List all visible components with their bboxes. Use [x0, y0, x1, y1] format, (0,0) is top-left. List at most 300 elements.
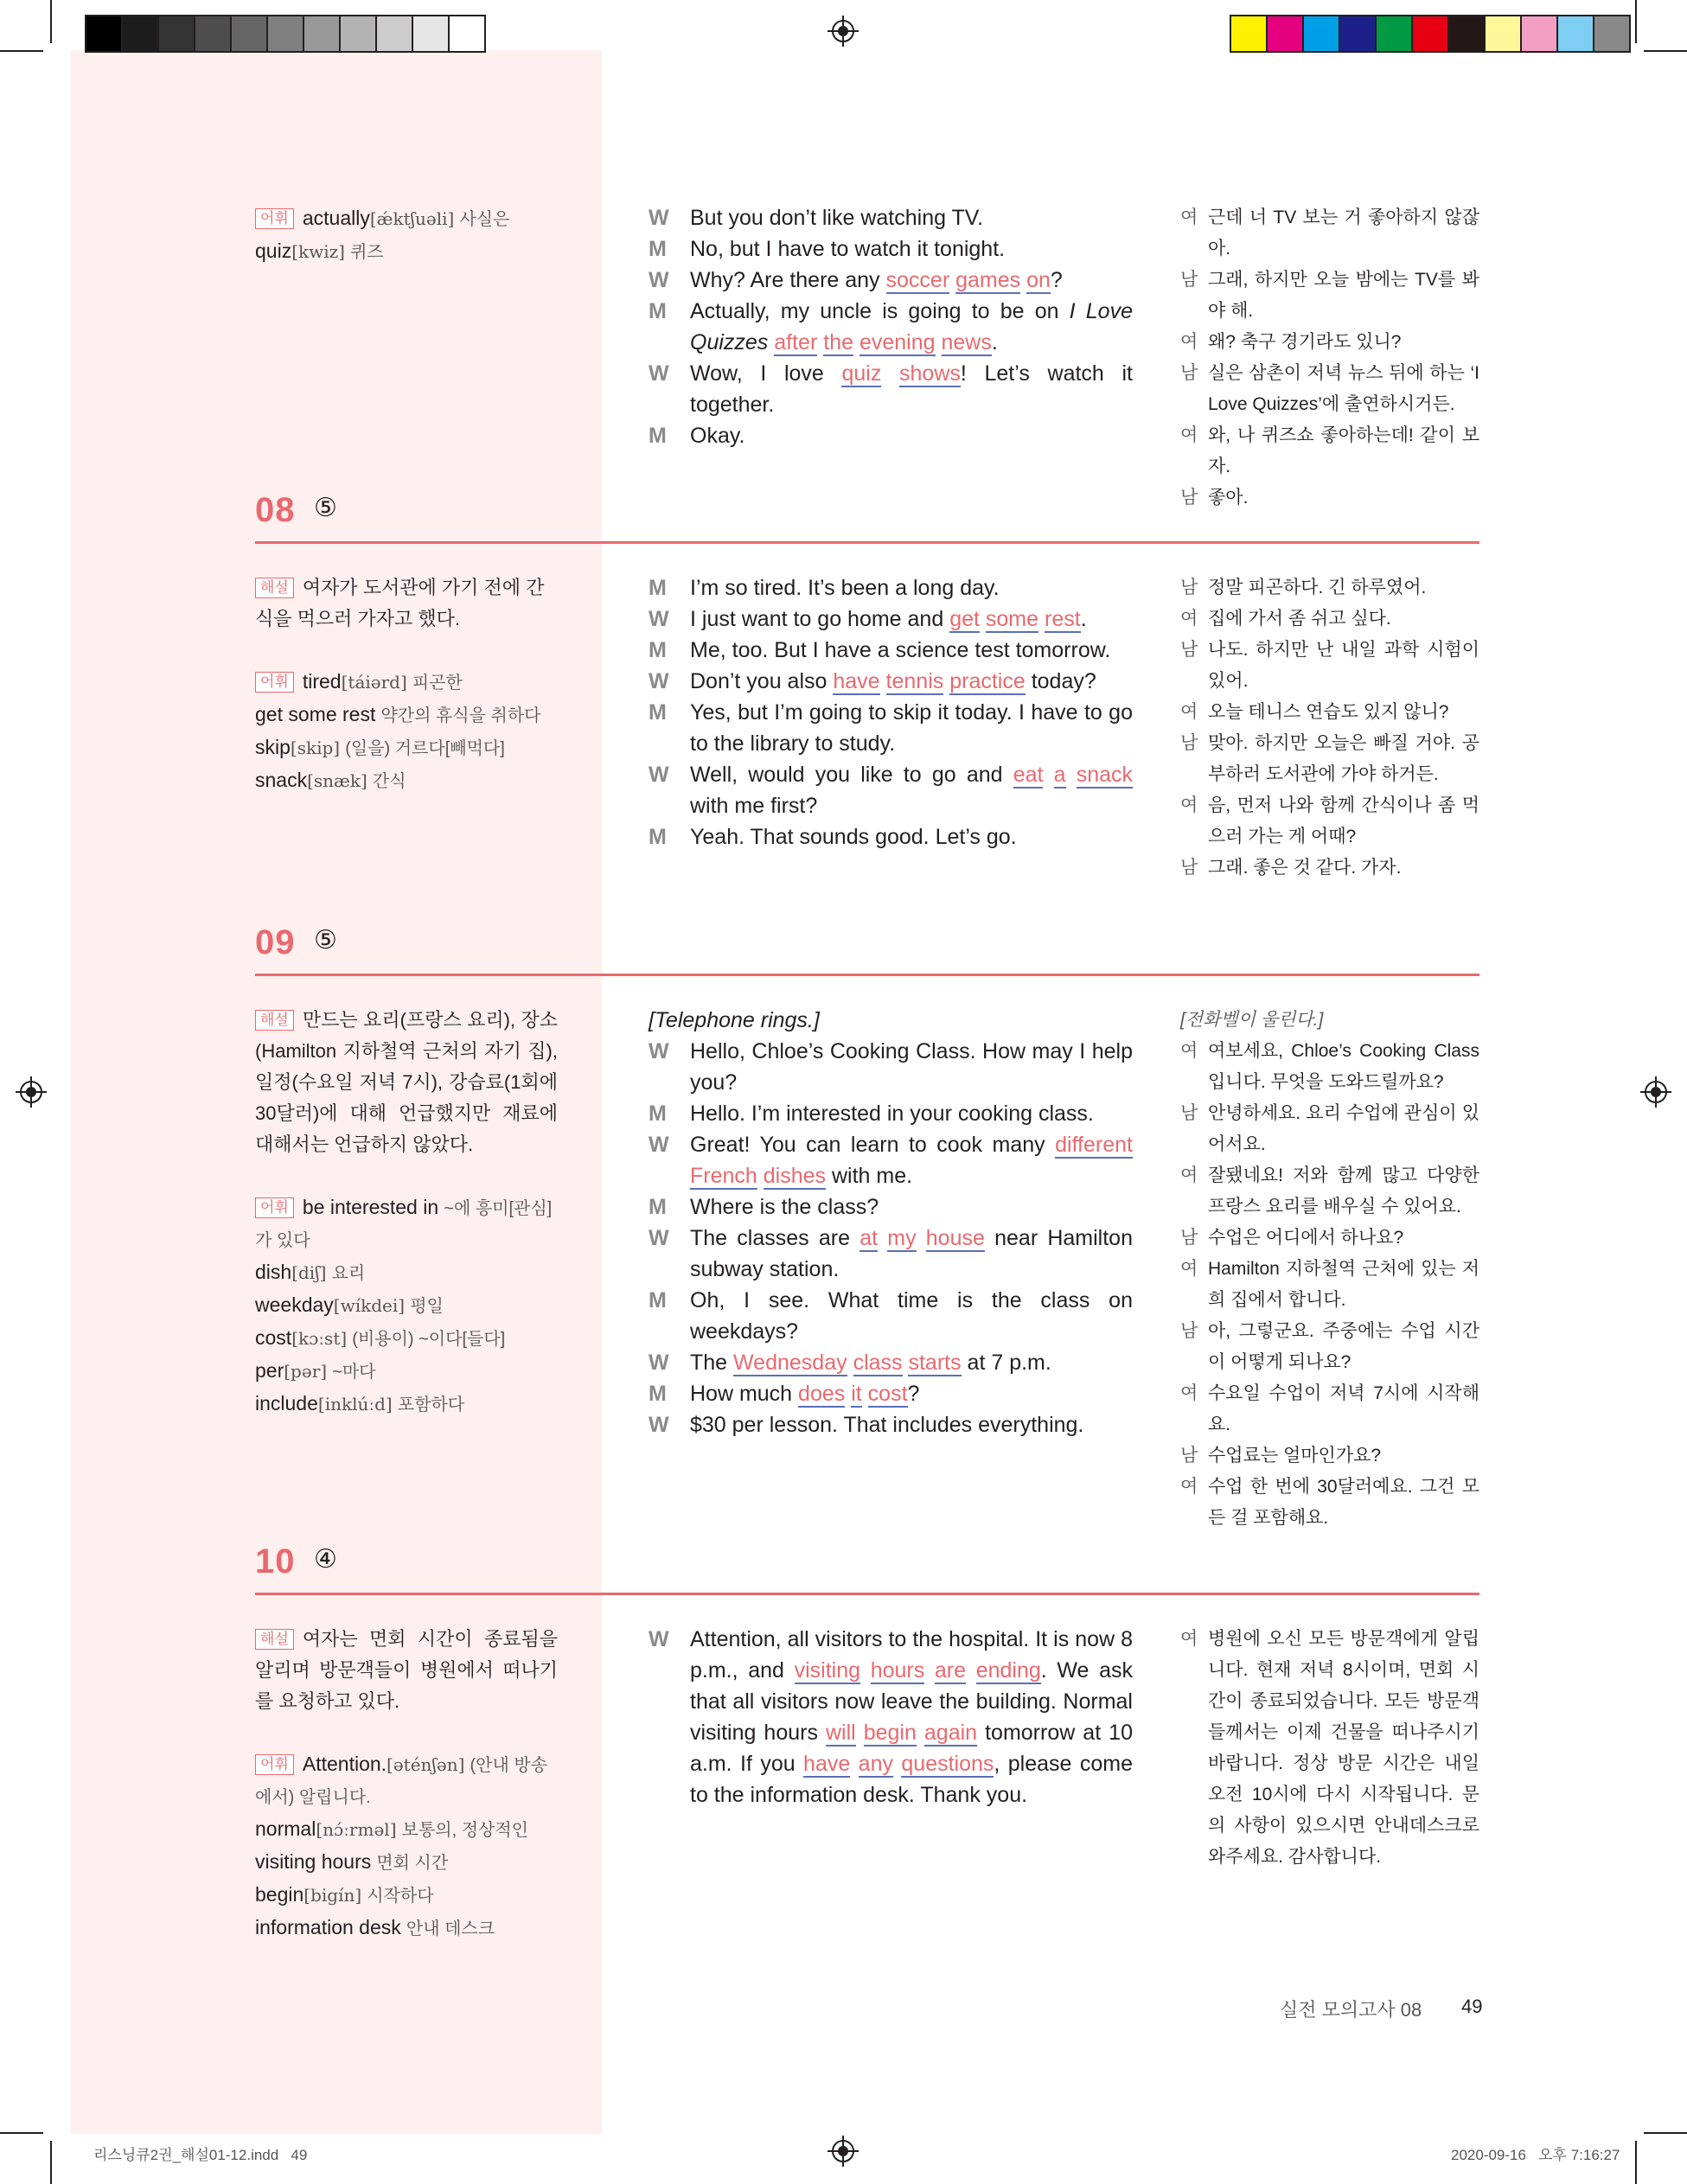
dialogue-text: Why? Are there any soccer games on?: [690, 268, 1063, 292]
dictation-blank: shows: [899, 361, 961, 386]
stage-direction: [전화벨이 울린다.]: [1180, 1010, 1324, 1030]
vocab-word: visiting hours: [255, 1850, 372, 1873]
translation-line: [1180, 1624, 1479, 1873]
dialogue-block: [649, 202, 1133, 451]
vocab-meaning: 면회 시간: [376, 1854, 449, 1873]
dialogue-text: Hello, Chloe’s Cooking Class. How may I help you?: [690, 1039, 1133, 1095]
dialogue-line: [649, 603, 1133, 635]
stage-direction: [Telephone rings.]: [649, 1008, 820, 1032]
vocab-word: actually: [302, 207, 370, 229]
dialogue-line: [649, 759, 1133, 821]
dictation-blank: at: [859, 1226, 879, 1250]
dictation-blank: soccer: [885, 268, 950, 292]
dialogue-line: [649, 635, 1133, 666]
crop-mark: [0, 50, 43, 52]
color-swatch: [1268, 16, 1304, 51]
vocab-word: information desk: [255, 1916, 401, 1938]
dialogue-text: Attention, all visitors to the hospital. It is now 8 p.m., and visiting hours are ending. We ask that all visitors now leave the building. Normal visiting hours will begin again tomorrow at 10 a.m. If you have any questions, please come to the information desk. Thank you.: [690, 1627, 1134, 1807]
vocab-item: [255, 1748, 558, 1813]
dictation-blank: class: [853, 1351, 903, 1375]
vocab-pronunciation: [nɔ́ːrməl]: [316, 1819, 397, 1840]
dictation-blank: games: [955, 268, 1021, 292]
dictation-blank: it: [851, 1382, 862, 1406]
dialogue-line: [649, 1285, 1133, 1347]
speaker-label: W: [649, 1351, 669, 1375]
dialogue-line: [649, 1223, 1133, 1285]
speaker-label: M: [649, 299, 667, 323]
dictation-blank: news: [941, 330, 992, 354]
speaker-label: M: [649, 1102, 667, 1126]
speaker-label: 남: [1180, 1446, 1198, 1466]
dialogue-line: [649, 572, 1133, 603]
vocab-meaning: 포함하다: [397, 1395, 465, 1414]
dialogue-line: [649, 233, 1133, 265]
vocab-meaning: 요리: [331, 1264, 366, 1283]
translation-line: [1180, 1036, 1479, 1098]
process-color-bar: [1230, 15, 1631, 53]
program-title: I Love Quizzes: [690, 299, 1133, 354]
section-title: 실전 모의고사 08: [1280, 1999, 1422, 2021]
dialogue-text: Actually, my uncle is going to be on I Love Quizzes after the evening news.: [690, 299, 1133, 354]
vocab-meaning: 안내 데스크: [406, 1919, 495, 1938]
dictation-blank: after: [774, 330, 818, 354]
speaker-label: W: [649, 1413, 669, 1437]
translation-text: 와, 나 퀴즈쇼 좋아하는데! 같이 보자.: [1208, 425, 1479, 476]
dictation-blank: are: [934, 1658, 967, 1683]
speaker-label: 여: [1180, 1259, 1198, 1279]
vocab-tag: 어휘: [255, 1754, 294, 1775]
slug-filename: 리스닝큐2권_해설01-12.indd 49: [93, 2147, 308, 2163]
vocab-item: [255, 235, 558, 268]
speaker-label: W: [649, 763, 669, 787]
speaker-label: W: [649, 1039, 669, 1063]
dialogue-text: Me, too. But I have a science test tomorrow.: [690, 638, 1111, 662]
dictation-blank: does: [798, 1382, 846, 1406]
explanation-text: 여자가 도서관에 가기 전에 간식을 먹으러 가자고 했다.: [255, 577, 545, 629]
vocab-item: [255, 202, 558, 235]
vocab-word: snack: [255, 769, 308, 791]
speaker-label: W: [649, 206, 669, 230]
explanation-text: 여자는 면회 시간이 종료됨을 알리며 방문객들이 병원에서 떠나기를 요청하고 있다.: [255, 1628, 558, 1712]
explanation-block: [255, 1005, 558, 1421]
dictation-blank: questions: [901, 1752, 994, 1776]
speaker-label: 여: [1180, 702, 1198, 722]
crop-mark: [0, 2132, 43, 2134]
vocab-meaning: 약간의 휴식을 취하다: [380, 706, 541, 725]
dictation-blank: have: [833, 669, 880, 693]
vocab-tag: 어휘: [255, 1197, 294, 1218]
dictation-blank: cost: [867, 1382, 908, 1406]
vocab-item: [255, 1912, 558, 1945]
speaker-label: W: [649, 669, 669, 693]
color-swatch: [1594, 16, 1629, 51]
vocab-meaning: (비용이) ~이다[들다]: [352, 1330, 506, 1349]
vocab-word: skip: [255, 736, 291, 758]
translation-line: [1180, 1160, 1479, 1223]
vocab-word: cost: [255, 1326, 292, 1349]
vocab-meaning: (일을) 거르다[빼먹다]: [345, 739, 505, 758]
translation-text: 잘됐네요! 저와 함께 많고 다양한 프랑스 요리를 배우실 수 있어요.: [1208, 1165, 1479, 1217]
dictation-blank: ending: [975, 1658, 1041, 1683]
speaker-label: 남: [1180, 1228, 1198, 1248]
speaker-label: M: [649, 700, 667, 725]
question-number: 09: [255, 923, 296, 961]
vocab-pronunciation: [bigín]: [304, 1885, 362, 1906]
vocab-meaning: 평일: [410, 1297, 444, 1316]
registration-mark-icon: [828, 2136, 859, 2167]
dictation-blank: some: [985, 607, 1039, 631]
translation-line: [1180, 697, 1479, 728]
vocab-tag: 어휘: [255, 208, 294, 229]
speaker-label: 여: [1180, 1041, 1198, 1061]
speaker-label: M: [649, 1288, 667, 1312]
crop-mark: [1635, 2141, 1637, 2184]
dialogue-block: [649, 1624, 1133, 1810]
slug-date: 2020-09-16 오후 7:16:27: [1451, 2147, 1620, 2163]
dictation-blank: hours: [870, 1658, 925, 1683]
vocab-meaning: 사실은: [459, 210, 510, 229]
vocab-word: per: [255, 1359, 284, 1382]
dictation-blank: on: [1026, 268, 1051, 292]
translation-text: 병원에 오신 모든 방문객에게 알립니다. 현재 저녁 8시이며, 면회 시간이 종료되었습니다. 모든 방문객들께서는 이제 건물을 떠나주시기 바랍니다. 정상 방문 시간은 내일 오전 10시에 다시 시작됩니다. 문의 사항이 있으시면 안내데스크로 와주세요. 감사합니다.: [1208, 1629, 1479, 1867]
color-swatch: [1558, 16, 1594, 51]
vocab-item: [255, 1322, 558, 1355]
translation-text: 음, 먼저 나와 함께 간식이나 좀 먹으러 가는 게 어때?: [1208, 795, 1479, 846]
question-number: 08: [255, 491, 296, 529]
answer-choice: ⑤: [314, 926, 337, 955]
translation-line: [1180, 853, 1479, 884]
color-swatch: [377, 16, 413, 51]
speaker-label: 남: [1180, 578, 1198, 597]
dictation-blank: starts: [908, 1351, 962, 1375]
dialogue-line: [649, 358, 1133, 420]
dialogue-text: Where is the class?: [690, 1195, 879, 1219]
translation-text: 수업 한 번에 30달러예요. 그건 모든 걸 포함해요.: [1208, 1477, 1479, 1528]
speaker-label: M: [649, 424, 667, 448]
speaker-label: M: [649, 237, 667, 261]
explain-tag: 해설: [255, 1010, 294, 1031]
dialogue-line: [649, 202, 1133, 233]
vocab-pronunciation: [diʃ]: [291, 1262, 327, 1283]
vocab-meaning: 시작하다: [367, 1887, 434, 1906]
dictation-blank: practice: [949, 669, 1026, 693]
color-swatch: [1413, 16, 1449, 51]
speaker-label: 여: [1180, 1477, 1198, 1497]
dialogue-text: Oh, I see. What time is the class on weekdays?: [690, 1288, 1133, 1344]
translation-block: [1180, 202, 1479, 514]
color-swatch: [413, 16, 450, 51]
translation-block: [1180, 1005, 1479, 1534]
dialogue-line: [649, 1347, 1133, 1378]
dictation-blank: again: [923, 1721, 978, 1745]
dialogue-text: But you don’t like watching TV.: [690, 206, 984, 230]
vocab-pronunciation: [táiərd]: [341, 672, 407, 693]
color-swatch: [159, 16, 195, 51]
explanation: [255, 572, 558, 635]
speaker-label: 여: [1180, 1383, 1198, 1403]
translation-line: [1180, 1223, 1479, 1254]
vocab-word: normal: [255, 1817, 316, 1840]
speaker-label: 남: [1180, 640, 1198, 660]
explain-tag: 해설: [255, 1629, 294, 1650]
speaker-label: W: [649, 361, 669, 386]
vocab-pronunciation: [inklúːd]: [317, 1394, 393, 1414]
dialogue-block: [649, 572, 1133, 853]
speaker-label: 여: [1180, 1629, 1198, 1649]
dictation-blank: begin: [863, 1721, 917, 1745]
translation-text: 여보세요, Chloe’s Cooking Class입니다. 무엇을 도와드릴까요?: [1208, 1041, 1479, 1092]
translation-text: Hamilton 지하철역 근처에 있는 저희 집에서 합니다.: [1208, 1259, 1479, 1310]
dialogue-line: [649, 296, 1133, 358]
vocab-item: [255, 1355, 558, 1388]
speaker-label: 남: [1180, 1103, 1198, 1123]
dictation-blank: will: [825, 1721, 856, 1745]
translation-text: 수요일 수업이 저녁 7시에 시작해요.: [1208, 1383, 1479, 1434]
vocab-pronunciation: [wíkdei]: [333, 1295, 406, 1316]
dictation-blank: visiting: [794, 1658, 861, 1683]
color-swatch: [1304, 16, 1340, 51]
dialogue-line: [649, 1191, 1133, 1223]
translation-text: 실은 삼촌이 저녁 뉴스 뒤에 하는 ‘I Love Quizzes’에 출연하시거든.: [1208, 363, 1479, 414]
speaker-label: 여: [1180, 425, 1198, 445]
color-swatch: [86, 16, 123, 51]
vocab-meaning: ~에 흥미[관심]가 있다: [255, 1199, 553, 1250]
translation-line: [1180, 635, 1479, 697]
color-swatch: [268, 16, 304, 51]
translation-text: 안녕하세요. 요리 수업에 관심이 있어서요.: [1208, 1103, 1479, 1154]
speaker-label: 남: [1180, 363, 1198, 383]
speaker-label: W: [649, 1133, 669, 1157]
page-number: 49: [1461, 1996, 1483, 2017]
vocab-pronunciation: [ǽktʃuəli]: [369, 208, 455, 229]
speaker-label: 여: [1180, 795, 1198, 815]
vocab-item: [255, 699, 558, 731]
vocab-item: [255, 764, 558, 797]
explanation: [255, 1005, 558, 1160]
vocab-item: [255, 731, 558, 764]
translation-text: 집에 가서 좀 쉬고 싶다.: [1208, 609, 1391, 629]
speaker-label: W: [649, 1627, 669, 1651]
vocab-pronunciation: [pər]: [284, 1361, 328, 1382]
crop-mark: [50, 0, 52, 43]
vocab-word: include: [255, 1392, 318, 1414]
dialogue-line: [649, 1378, 1133, 1409]
dictation-blank: quiz: [841, 361, 882, 386]
color-swatch: [1486, 16, 1522, 51]
translation-text: 오늘 테니스 연습도 있지 않니?: [1208, 702, 1449, 722]
vocab-word: be interested in: [302, 1196, 439, 1218]
crop-mark: [1635, 0, 1637, 43]
dialogue-text: $30 per lesson. That includes everything.: [690, 1413, 1084, 1437]
explanation: [255, 1624, 558, 1717]
dictation-blank: my: [887, 1226, 917, 1250]
dictation-blank: tennis: [885, 669, 944, 693]
speaker-label: M: [649, 1382, 667, 1406]
dialogue-line: [649, 1624, 1133, 1810]
dictation-blank: snack: [1076, 763, 1133, 787]
translation-line: [1180, 572, 1479, 603]
section-divider: [255, 541, 1479, 544]
speaker-label: W: [649, 268, 669, 292]
speaker-label: W: [649, 607, 669, 631]
dictation-blank: house: [925, 1226, 985, 1250]
translation-text: 근데 너 TV 보는 거 좋아하지 않잖아.: [1208, 208, 1479, 259]
explanation-block: [255, 572, 558, 797]
dialogue-text: Yes, but I’m going to skip it today. I have to go to the library to study.: [690, 700, 1133, 756]
vocab-word: begin: [255, 1883, 304, 1906]
explain-tag: 해설: [255, 578, 294, 598]
dialogue-text: How much does it cost?: [690, 1382, 920, 1406]
dictation-blank: rest: [1045, 607, 1081, 631]
color-swatch: [1522, 16, 1558, 51]
translation-line: [1180, 1098, 1479, 1160]
dialogue-text: Yeah. That sounds good. Let’s go.: [690, 825, 1017, 849]
dialogue-block: [649, 1005, 1133, 1440]
translation-line: [1180, 482, 1479, 514]
vocab-pronunciation: [kɔːst]: [291, 1328, 348, 1349]
dictation-blank: dishes: [763, 1164, 827, 1188]
speaker-label: 남: [1180, 733, 1198, 753]
dialogue-line: [649, 1036, 1133, 1098]
color-swatch: [1231, 16, 1268, 51]
dictation-blank: the: [823, 330, 854, 354]
dictation-blank: different: [1055, 1133, 1133, 1157]
answer-choice: ④: [314, 1545, 337, 1574]
translation-text: 수업은 어디에서 하나요?: [1208, 1228, 1404, 1248]
dialogue-text: The classes are at my house near Hamilton subway station.: [690, 1226, 1133, 1281]
translation-text: 그래, 하지만 오늘 밤에는 TV를 봐야 해.: [1208, 270, 1479, 321]
color-swatch: [341, 16, 377, 51]
vocab-block: [255, 202, 558, 268]
color-swatch: [232, 16, 268, 51]
color-swatch: [123, 16, 159, 51]
color-swatch: [1340, 16, 1377, 51]
speaker-label: 여: [1180, 1165, 1198, 1185]
vocab-pronunciation: [kwiz]: [291, 241, 345, 262]
translation-line: [1180, 790, 1479, 853]
registration-mark-icon: [16, 1076, 47, 1108]
translation-line: [1180, 1254, 1479, 1316]
grayscale-color-bar: [85, 15, 486, 53]
dialogue-text: Don’t you also have tennis practice today?: [690, 669, 1096, 693]
explanation-text: 만드는 요리(프랑스 요리), 장소(Hamilton 지하철역 근처의 자기 집), 일정(수요일 저녁 7시), 강습료(1회에 30달러)에 대해 언급했지만 재료에 대해서는 언급하지 않았다.: [255, 1009, 558, 1155]
vocab-item: [255, 1289, 558, 1322]
color-swatch: [1449, 16, 1486, 51]
translation-text: 좋아.: [1208, 488, 1249, 508]
vocab-word: tired: [302, 670, 342, 693]
dialogue-text: Wow, I love quiz shows! Let’s watch it together.: [690, 361, 1133, 417]
vocab-meaning: 보통의, 정상적인: [401, 1821, 528, 1840]
dialogue-text: I just want to go home and get some rest.: [690, 607, 1087, 631]
translation-line: [1180, 1378, 1479, 1440]
translation-text: 정말 피곤하다. 긴 하루였어.: [1208, 578, 1427, 597]
dictation-blank: any: [858, 1752, 893, 1776]
crop-mark: [50, 2141, 52, 2184]
color-swatch: [450, 16, 484, 51]
speaker-label: 남: [1180, 488, 1198, 508]
translation-text: 그래. 좋은 것 같다. 가자.: [1208, 858, 1402, 878]
translation-text: 수업료는 얼마인가요?: [1208, 1446, 1382, 1466]
dialogue-line: [649, 1129, 1133, 1191]
vocab-item: [255, 1879, 558, 1912]
speaker-label: 남: [1180, 1321, 1198, 1341]
vocab-pronunciation: [snæk]: [307, 770, 367, 791]
explanation-block: [255, 1624, 558, 1945]
dictation-blank: eat: [1013, 763, 1044, 787]
vocab-word: quiz: [255, 239, 292, 262]
translation-line: [1180, 265, 1479, 327]
dialogue-line: [649, 1098, 1133, 1129]
section-divider: [255, 974, 1479, 976]
speaker-label: 남: [1180, 858, 1198, 878]
dictation-blank: have: [803, 1752, 851, 1776]
translation-line: [1180, 603, 1479, 635]
translation-text: 아, 그렇군요. 주중에는 수업 시간이 어떻게 되나요?: [1208, 1321, 1479, 1372]
vocab-item: [255, 1256, 558, 1289]
translation-block: [1180, 572, 1479, 884]
dictation-blank: French: [690, 1164, 757, 1188]
speaker-label: M: [649, 1195, 667, 1219]
translation-line: [1180, 358, 1479, 420]
dictation-blank: Wednesday: [733, 1351, 847, 1375]
vocab-meaning: 퀴즈: [350, 243, 384, 262]
vocab-meaning: 간식: [372, 772, 406, 791]
vocab-item: [255, 1813, 558, 1846]
vocab-word: get some rest: [255, 703, 376, 725]
translation-line: [1180, 1440, 1479, 1472]
translation-line: [1180, 1472, 1479, 1534]
vocab-tag: 어휘: [255, 672, 294, 693]
vocab-word: weekday: [255, 1293, 334, 1316]
vocab-pronunciation: [əténʃən]: [387, 1754, 465, 1775]
vocab-pronunciation: [skip]: [290, 738, 341, 758]
dialogue-line: [649, 697, 1133, 759]
crop-mark: [1644, 2132, 1687, 2134]
dialogue-text: Hello. I’m interested in your cooking class.: [690, 1102, 1094, 1126]
dialogue-text: No, but I have to watch it tonight.: [690, 237, 1006, 261]
translation-text: 나도. 하지만 난 내일 과학 시험이 있어.: [1208, 640, 1479, 691]
speaker-label: 여: [1180, 609, 1198, 629]
speaker-label: 여: [1180, 332, 1198, 352]
dialogue-text: I’m so tired. It’s been a long day.: [690, 576, 1000, 600]
color-swatch: [304, 16, 341, 51]
color-swatch: [1377, 16, 1413, 51]
registration-mark-icon: [1640, 1076, 1671, 1108]
vocab-meaning: 피곤한: [412, 674, 463, 693]
translation-line: [1180, 327, 1479, 358]
speaker-label: 여: [1180, 208, 1198, 227]
translation-text: 맞아. 하지만 오늘은 빠질 거야. 공부하러 도서관에 가야 하거든.: [1208, 733, 1479, 784]
crop-mark: [1644, 50, 1687, 52]
dialogue-line: [649, 821, 1133, 853]
speaker-label: M: [649, 825, 667, 849]
vocab-item: [255, 1191, 558, 1256]
vocab-item: [255, 666, 558, 699]
answer-choice: ⑤: [314, 494, 337, 522]
question-number: 10: [255, 1542, 296, 1581]
speaker-label: M: [649, 576, 667, 600]
color-swatch: [195, 16, 232, 51]
vocab-word: dish: [255, 1261, 292, 1283]
translation-text: 왜? 축구 경기라도 있니?: [1208, 332, 1402, 352]
vocab-item: [255, 1388, 558, 1421]
speaker-label: M: [649, 638, 667, 662]
vocab-item: [255, 1846, 558, 1879]
translation-line: [1180, 202, 1479, 265]
speaker-label: W: [649, 1226, 669, 1250]
dialogue-line: [649, 420, 1133, 451]
vocab-word: Attention.: [302, 1753, 387, 1775]
